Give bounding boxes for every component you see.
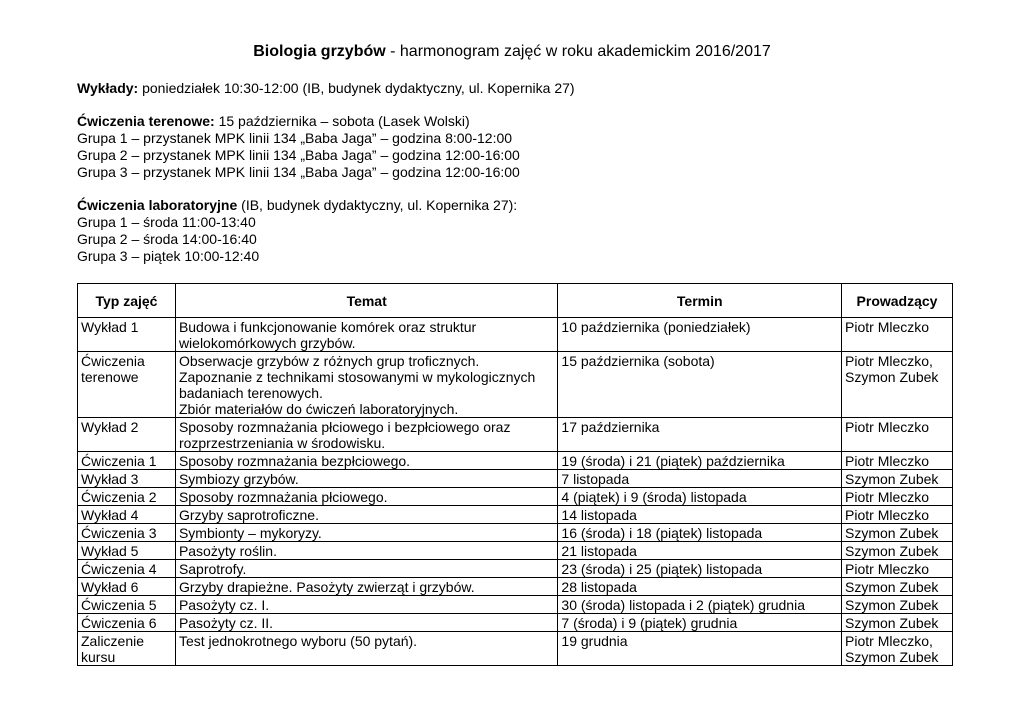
field-label: Ćwiczenia terenowe: bbox=[77, 113, 215, 129]
cell-date bbox=[558, 560, 842, 578]
cell-date-line: 23 (środa) i 25 (piątek) listopada bbox=[561, 561, 763, 577]
header-topic: Temat bbox=[175, 284, 557, 318]
cell-type-line: Wykład 1 bbox=[81, 319, 139, 335]
cell-topic-line: Grzyby drapieżne. Pasożyty zwierząt i grzybów. bbox=[178, 579, 475, 595]
cell-date bbox=[558, 352, 842, 418]
cell-type bbox=[78, 524, 176, 542]
cell-type bbox=[78, 542, 176, 560]
lectures-text: poniedziałek 10:30-12:00 (IB, budynek dydaktyczny, ul. Kopernika 27) bbox=[138, 80, 575, 96]
table-row bbox=[78, 488, 953, 506]
cell-topic-line: Test jednokrotnego wyboru (50 pytań). bbox=[178, 633, 418, 649]
lab-group-3: Grupa 3 – piątek 10:00-12:40 bbox=[77, 248, 260, 264]
cell-type bbox=[78, 560, 176, 578]
cell-type-line: Wykład 2 bbox=[81, 419, 139, 435]
cell-date-line: 7 (środa) i 9 (piątek) grudnia bbox=[561, 615, 738, 631]
cell-teacher-line: Szymon Zubek bbox=[845, 579, 939, 595]
cell-topic-line: badaniach terenowych. bbox=[178, 385, 323, 401]
page-title bbox=[0, 42, 1024, 62]
cell-topic-line: Sposoby rozmnażania bezpłciowego. bbox=[178, 453, 411, 469]
cell-type-line: Ćwiczenia bbox=[81, 353, 145, 369]
cell-topic-line: Sposoby rozmnażania płciowego. bbox=[178, 489, 388, 505]
cell-teacher bbox=[842, 318, 953, 352]
table-header-row bbox=[78, 284, 953, 318]
cell-date-line: 19 (środa) i 21 (piątek) października bbox=[561, 453, 785, 469]
field-exercises-info bbox=[77, 113, 520, 181]
cell-topic-line: Pasożyty cz. I. bbox=[178, 597, 270, 613]
table-row bbox=[78, 452, 953, 470]
cell-topic bbox=[175, 596, 557, 614]
cell-date-line: 19 grudnia bbox=[561, 633, 628, 649]
schedule-table bbox=[77, 283, 953, 666]
lab-text: (IB, budynek dydaktyczny, ul. Kopernika 27): bbox=[237, 197, 518, 213]
cell-date-line: 21 listopada bbox=[561, 543, 637, 559]
table-row bbox=[78, 318, 953, 352]
cell-type-line: Ćwiczenia 2 bbox=[81, 489, 157, 505]
cell-teacher-line: Szymon Zubek bbox=[845, 369, 939, 385]
cell-teacher bbox=[842, 578, 953, 596]
cell-teacher-line: Szymon Zubek bbox=[845, 525, 939, 541]
cell-date bbox=[558, 578, 842, 596]
cell-type bbox=[78, 318, 176, 352]
cell-date-line: 4 (piątek) i 9 (środa) listopada bbox=[561, 489, 747, 505]
cell-date bbox=[558, 318, 842, 352]
cell-teacher-line: Szymon Zubek bbox=[845, 597, 939, 613]
cell-teacher-line: Szymon Zubek bbox=[845, 543, 939, 559]
cell-date bbox=[558, 418, 842, 452]
title-bold: Biologia grzybów bbox=[253, 43, 386, 60]
header-teacher: Prowadzący bbox=[842, 284, 953, 318]
table-row bbox=[78, 352, 953, 418]
table-row bbox=[78, 506, 953, 524]
cell-date bbox=[558, 614, 842, 632]
cell-type-line: Ćwiczenia 6 bbox=[81, 615, 157, 631]
table-row bbox=[78, 524, 953, 542]
cell-topic-line: Zbiór materiałów do ćwiczeń laboratoryjnych. bbox=[178, 401, 459, 417]
cell-teacher bbox=[842, 470, 953, 488]
cell-topic-line: Obserwacje grzybów z różnych grup troficznych. bbox=[178, 353, 480, 369]
cell-date bbox=[558, 488, 842, 506]
cell-teacher bbox=[842, 352, 953, 418]
cell-date bbox=[558, 596, 842, 614]
cell-topic bbox=[175, 352, 557, 418]
lab-group-2: Grupa 2 – środa 14:00-16:40 bbox=[77, 231, 257, 247]
cell-teacher-line: Piotr Mleczko bbox=[845, 561, 930, 577]
cell-date bbox=[558, 506, 842, 524]
cell-date-line: 30 (środa) listopada i 2 (piątek) grudnia bbox=[561, 597, 805, 613]
cell-topic bbox=[175, 318, 557, 352]
cell-date bbox=[558, 632, 842, 666]
cell-teacher bbox=[842, 524, 953, 542]
table-row bbox=[78, 418, 953, 452]
field-group-3: Grupa 3 – przystanek MPK linii 134 „Baba Jaga” – godzina 12:00-16:00 bbox=[77, 164, 520, 180]
lab-exercises-info bbox=[77, 197, 517, 265]
field-group-1: Grupa 1 – przystanek MPK linii 134 „Baba Jaga” – godzina 8:00-12:00 bbox=[77, 130, 513, 146]
cell-type-line: Ćwiczenia 1 bbox=[81, 453, 157, 469]
cell-teacher-line: Piotr Mleczko bbox=[845, 319, 930, 335]
cell-type bbox=[78, 578, 176, 596]
cell-type bbox=[78, 418, 176, 452]
cell-type bbox=[78, 452, 176, 470]
table-row bbox=[78, 560, 953, 578]
table-row bbox=[78, 542, 953, 560]
cell-teacher-line: Piotr Mleczko bbox=[845, 419, 930, 435]
cell-date bbox=[558, 524, 842, 542]
cell-topic bbox=[175, 452, 557, 470]
cell-teacher-line: Szymon Zubek bbox=[845, 649, 939, 665]
cell-teacher-line: Piotr Mleczko, bbox=[845, 353, 933, 369]
lectures-info bbox=[77, 80, 575, 97]
cell-topic-line: Pasożyty roślin. bbox=[178, 543, 277, 559]
table-row bbox=[78, 632, 953, 666]
cell-date-line: 28 listopada bbox=[561, 579, 637, 595]
cell-topic bbox=[175, 578, 557, 596]
cell-type-line: Ćwiczenia 3 bbox=[81, 525, 157, 541]
table-row bbox=[78, 614, 953, 632]
cell-topic-line: Symbiozy grzybów. bbox=[178, 471, 299, 487]
cell-date bbox=[558, 452, 842, 470]
cell-topic bbox=[175, 614, 557, 632]
cell-teacher-line: Piotr Mleczko, bbox=[845, 633, 933, 649]
cell-topic bbox=[175, 418, 557, 452]
cell-type bbox=[78, 614, 176, 632]
cell-type-line: terenowe bbox=[81, 369, 139, 385]
cell-teacher bbox=[842, 488, 953, 506]
cell-type bbox=[78, 470, 176, 488]
cell-date-line: 7 listopada bbox=[561, 471, 630, 487]
cell-type-line: Ćwiczenia 4 bbox=[81, 561, 157, 577]
cell-topic bbox=[175, 560, 557, 578]
field-group-2: Grupa 2 – przystanek MPK linii 134 „Baba Jaga” – godzina 12:00-16:00 bbox=[77, 147, 520, 163]
cell-topic-line: Budowa i funkcjonowanie komórek oraz struktur bbox=[178, 319, 477, 335]
cell-type bbox=[78, 596, 176, 614]
cell-teacher bbox=[842, 632, 953, 666]
title-rest: - harmonogram zajęć w roku akademickim 2016/2017 bbox=[385, 43, 771, 60]
cell-teacher bbox=[842, 542, 953, 560]
field-text: 15 października – sobota (Lasek Wolski) bbox=[214, 113, 470, 129]
table-row bbox=[78, 470, 953, 488]
cell-teacher bbox=[842, 418, 953, 452]
cell-type-line: Wykład 5 bbox=[81, 543, 139, 559]
cell-teacher-line: Szymon Zubek bbox=[845, 615, 939, 631]
cell-type-line: kursu bbox=[81, 649, 116, 665]
cell-date-line: 10 października (poniedziałek) bbox=[561, 319, 751, 335]
lectures-label: Wykłady: bbox=[77, 80, 139, 96]
schedule-body bbox=[78, 318, 953, 666]
cell-date-line: 15 października (sobota) bbox=[561, 353, 715, 369]
cell-type-line: Wykład 4 bbox=[81, 507, 139, 523]
cell-teacher bbox=[842, 596, 953, 614]
cell-type bbox=[78, 632, 176, 666]
cell-type bbox=[78, 488, 176, 506]
cell-topic-line: Sposoby rozmnażania płciowego i bezpłciowego oraz bbox=[178, 419, 511, 435]
cell-topic bbox=[175, 524, 557, 542]
lab-group-1: Grupa 1 – środa 11:00-13:40 bbox=[77, 214, 256, 230]
cell-type bbox=[78, 352, 176, 418]
cell-topic-line: wielokomórkowych grzybów. bbox=[178, 335, 356, 351]
cell-teacher bbox=[842, 452, 953, 470]
cell-teacher-line: Piotr Mleczko bbox=[845, 489, 930, 505]
header-date: Termin bbox=[558, 284, 842, 318]
cell-topic bbox=[175, 470, 557, 488]
cell-teacher bbox=[842, 614, 953, 632]
cell-type-line: Wykład 3 bbox=[81, 471, 139, 487]
cell-topic bbox=[175, 542, 557, 560]
cell-type-line: Ćwiczenia 5 bbox=[81, 597, 157, 613]
cell-type bbox=[78, 506, 176, 524]
cell-date bbox=[558, 542, 842, 560]
cell-topic-line: Pasożyty cz. II. bbox=[178, 615, 274, 631]
table-row bbox=[78, 596, 953, 614]
cell-date bbox=[558, 470, 842, 488]
cell-teacher bbox=[842, 560, 953, 578]
header-type: Typ zajęć bbox=[78, 284, 176, 318]
cell-type-line: Wykład 6 bbox=[81, 579, 139, 595]
cell-topic-line: Symbionty – mykoryzy. bbox=[178, 525, 322, 541]
cell-teacher-line: Szymon Zubek bbox=[845, 471, 939, 487]
table-row bbox=[78, 578, 953, 596]
lab-label: Ćwiczenia laboratoryjne bbox=[77, 197, 238, 213]
cell-topic-line: Zapoznanie z technikami stosowanymi w mykologicznych bbox=[178, 369, 536, 385]
cell-teacher bbox=[842, 506, 953, 524]
cell-date-line: 16 (środa) i 18 (piątek) listopada bbox=[561, 525, 763, 541]
cell-topic bbox=[175, 632, 557, 666]
cell-topic-line: rozprzestrzeniania w środowisku. bbox=[178, 435, 386, 451]
cell-topic bbox=[175, 506, 557, 524]
cell-type-line: Zaliczenie bbox=[81, 633, 145, 649]
cell-topic bbox=[175, 488, 557, 506]
cell-teacher-line: Piotr Mleczko bbox=[845, 453, 930, 469]
cell-date-line: 14 listopada bbox=[561, 507, 637, 523]
cell-topic-line: Grzyby saprotroficzne. bbox=[178, 507, 319, 523]
cell-teacher-line: Piotr Mleczko bbox=[845, 507, 930, 523]
cell-date-line: 17 października bbox=[561, 419, 660, 435]
cell-topic-line: Saprotrofy. bbox=[178, 561, 247, 577]
